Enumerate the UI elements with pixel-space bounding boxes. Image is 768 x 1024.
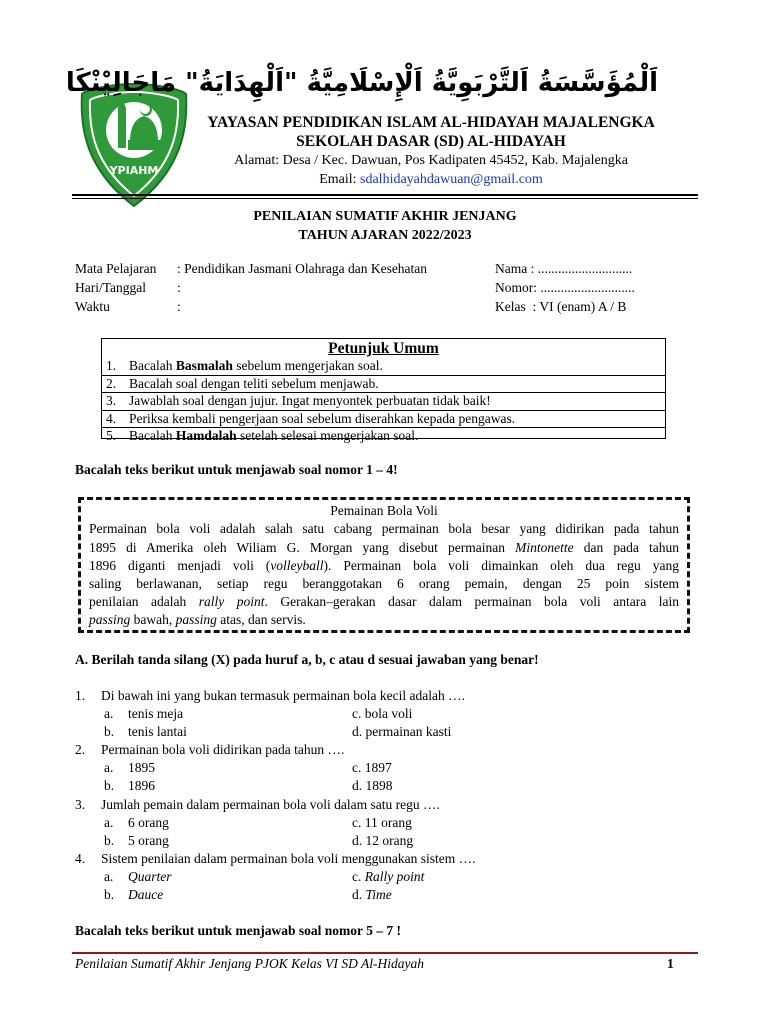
option-a[interactable]: tenis meja [128,706,184,721]
question-number: 2. [75,742,86,757]
option-letter: b. [104,778,115,793]
instruction-item: 3. Jawablah soal dengan jujur. Ingat menyontek perbuatan tidak baik! [102,392,665,410]
exam-year: TAHUN AJARAN 2022/2023 [298,228,472,243]
passage-line: saling berlawanan, setiap regu beranggotakan 6 orang pemain, dengan 25 poin sistem [89,576,679,591]
option-b[interactable]: 1896 [128,778,155,793]
option-letter: a. [104,869,114,884]
option-c[interactable]: c. bola voli [352,706,413,721]
date-value: : [177,280,181,295]
class-field: Kelas : VI (enam) A / B [495,299,627,314]
option-d[interactable]: d. 12 orang [352,833,414,848]
reading-intro-2: Bacalah teks berikut untuk menjawab soal nomor 5 – 7 ! [75,923,402,938]
option-c[interactable]: c. 11 orang [352,815,412,830]
instructions-list [102,358,665,445]
exam-title: PENILAIAN SUMATIF AKHIR JENJANG [253,209,517,224]
option-letter: a. [104,815,114,830]
option-b[interactable]: 5 orang [128,833,169,848]
passage-line: penilaian adalah rally point. Gerakan–gerakan dasar dalam permainan bola voli antara lain [89,594,679,609]
option-a[interactable]: Quarter [128,869,172,884]
question-text: Di bawah ini yang bukan termasuk permainan bola kecil adalah …. [101,688,466,703]
question-text: Permainan bola voli didirikan pada tahun …. [101,742,345,757]
option-letter: b. [104,833,115,848]
time-value: : [177,299,181,314]
option-d[interactable]: d. 1898 [352,778,393,793]
option-b[interactable]: Dauce [128,887,164,902]
page-number: 1 [667,956,674,971]
logo-text: YPIAHM [109,164,159,177]
question-number: 3. [75,797,86,812]
question-number: 4. [75,851,86,866]
question-text: Jumlah pemain dalam permainan bola voli dalam satu regu …. [101,797,440,812]
instruction-item: 1. Bacalah Basmalah sebelum mengerjakan soal. [106,358,383,373]
name-field: Nama : ............................ [495,261,633,276]
date-label: Hari/Tanggal [75,280,147,295]
email-label: Email: [319,172,361,187]
reading-intro-1: Bacalah teks berikut untuk menjawab soal nomor 1 – 4! [75,462,398,477]
foundation-name: YAYASAN PENDIDIKAN ISLAM AL-HIDAYAH MAJALENGKA [207,114,655,131]
option-a[interactable]: 1895 [128,760,155,775]
passage-line: passing bawah, passing atas, dan servis. [89,612,306,627]
school-logo [78,80,190,210]
instruction-item: 4. Periksa kembali pengerjaan soal sebelum diserahkan kepada pengawas. [102,410,665,428]
section-a-instruction: A. Berilah tanda silang (X) pada huruf a, b, c atau d sesuai jawaban yang benar! [75,652,539,667]
question-number: 1. [75,688,86,703]
school-address: Alamat: Desa / Kec. Dawuan, Pos Kadipaten 45452, Kab. Majalengka [234,153,628,168]
general-instructions-box [101,338,666,443]
header-rule-thin [72,198,698,199]
option-letter: a. [104,760,114,775]
school-name: SEKOLAH DASAR (SD) AL-HIDAYAH [296,133,566,150]
time-label: Waktu [75,299,110,314]
footer-rule [72,952,698,954]
option-c[interactable]: c. 1897 [352,760,392,775]
option-b[interactable]: tenis lantai [128,724,187,739]
option-d[interactable]: d. Time [352,887,392,902]
subject-value: : Pendidikan Jasmani Olahraga dan Kesehatan [177,261,428,276]
option-letter: b. [104,724,115,739]
arabic-foundation-name: اَلْمُؤَسَّسَةُ اَلتَّرْبَوِيَّةُ اَلْإِسْلَامِيَّةُ "اَلْهِدَايَةُ" مَاجَالِيْنْكَا [65,68,658,98]
footer-text: Penilaian Sumatif Akhir Jenjang PJOK Kelas VI SD Al-Hidayah [75,956,424,971]
instruction-item: 5. Bacalah Hamdalah setelah selesai mengerjakan soal. [102,427,665,445]
passage-line: 1895 di Amerika oleh Wiliam G. Morgan yang disebut permainan Mintonette dan pada tahun [89,540,680,555]
email-link[interactable]: sdalhidayahdawuan@gmail.com [360,172,543,187]
option-a[interactable]: 6 orang [128,815,169,830]
passage-line: 1896 diganti menjadi voli (volleyball). Permainan bola voli dimainkan oleh dua regu yang [89,558,679,573]
subject-label: Mata Pelajaran [75,261,157,276]
passage-title: Pemainan Bola Voli [330,503,438,518]
school-email-line [196,172,666,188]
number-field: Nomor: ............................ [495,280,635,295]
option-letter: b. [104,887,115,902]
reading-passage-box [78,497,690,633]
question-text: Sistem penilaian dalam permainan bola voli menggunakan sistem …. [101,851,476,866]
header-rule-thick [72,194,698,196]
option-letter: a. [104,706,114,721]
option-d[interactable]: d. permainan kasti [352,724,452,739]
instructions-title: Petunjuk Umum [328,340,439,357]
instruction-item: 2. Bacalah soal dengan teliti sebelum menjawab. [102,375,665,393]
option-c[interactable]: c. Rally point [352,869,425,884]
passage-line: Permainan bola voli adalah salah satu cabang permainan bola besar yang didirikan pada tahun [89,521,679,536]
